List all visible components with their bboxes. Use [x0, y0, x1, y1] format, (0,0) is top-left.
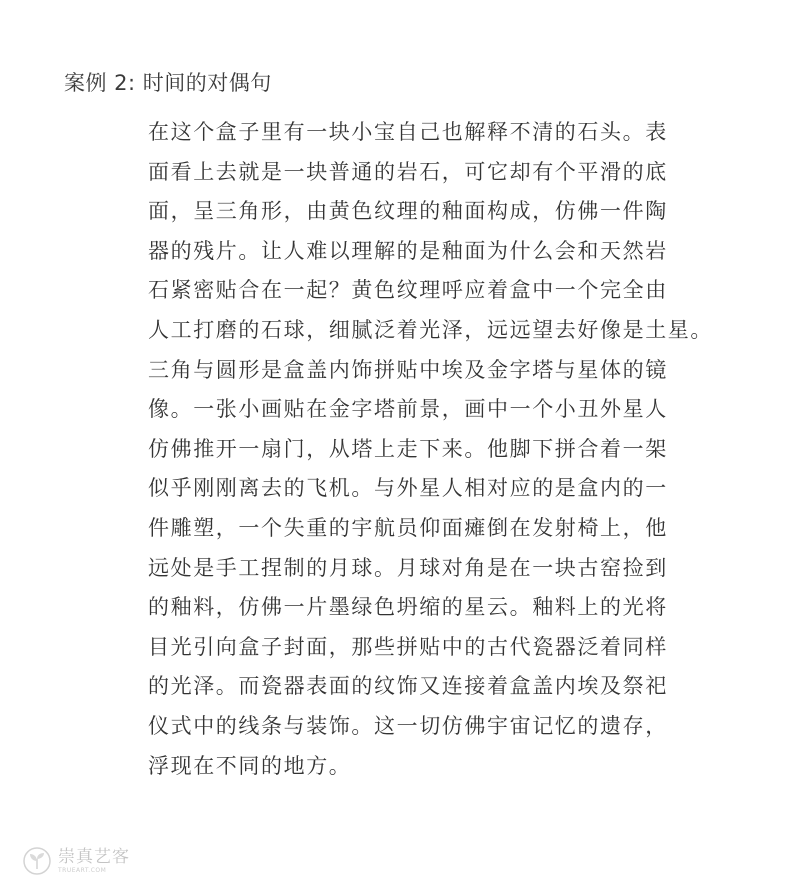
paragraph-line: 石紧密贴合在一起？黄色纹理呼应着盒中一个完全由 — [148, 278, 668, 303]
seedling-logo-icon — [22, 846, 52, 876]
paragraph-line: 件雕塑，一个失重的宇航员仰面瘫倒在发射椅上，他 — [148, 515, 668, 540]
paragraph-line: 仪式中的线条与装饰。这一切仿佛宇宙记忆的遗存， — [148, 713, 668, 738]
paragraph-line: 的釉料，仿佛一片墨绿色坍缩的星云。釉料上的光将 — [148, 595, 668, 620]
watermark-subtext: TRUEART.COM — [58, 866, 107, 874]
paragraph-line: 远处是手工捏制的月球。月球对角是在一块古窑捡到 — [148, 555, 668, 580]
paragraph-line: 人工打磨的石球，细腻泛着光泽，远远望去好像是土星。 — [148, 317, 713, 342]
paragraph-line: 面，呈三角形，由黄色纹理的釉面构成，仿佛一件陶 — [148, 199, 668, 224]
paragraph-line: 像。一张小画贴在金字塔前景，画中一个小丑外星人 — [148, 397, 668, 422]
section-heading: 案例 2: 时间的对偶句 — [64, 71, 272, 95]
paragraph-line: 浮现在不同的地方。 — [148, 753, 352, 778]
paragraph-line: 目光引向盒子封面，那些拼贴中的古代瓷器泛着同样 — [148, 634, 668, 659]
watermark — [22, 846, 130, 876]
watermark-text: 崇真艺客 — [58, 846, 130, 867]
paragraph-line: 面看上去就是一块普通的岩石，可它却有个平滑的底 — [148, 159, 668, 184]
paragraph-line: 仿佛推开一扇门，从塔上走下来。他脚下拼合着一架 — [148, 436, 668, 461]
paragraph-line: 在这个盒子里有一块小宝自己也解释不清的石头。表 — [148, 120, 668, 144]
paragraph-line: 三角与圆形是盒盖内饰拼贴中埃及金字塔与星体的镜 — [148, 357, 668, 382]
paragraph-line: 器的残片。让人难以理解的是釉面为什么会和天然岩 — [148, 238, 668, 263]
paragraph-line: 似乎刚刚离去的飞机。与外星人相对应的是盒内的一 — [148, 476, 668, 501]
paragraph — [148, 113, 748, 786]
paragraph-line: 的光泽。而瓷器表面的纹饰又连接着盒盖内埃及祭祀 — [148, 674, 668, 699]
